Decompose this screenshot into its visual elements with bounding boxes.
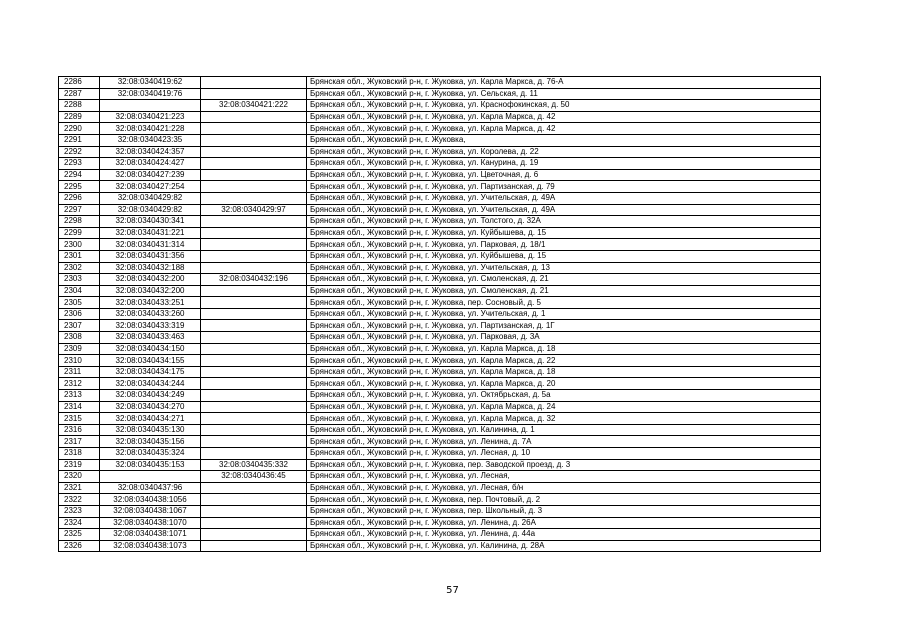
cadastral-number-cell: 32:08:0340424:357 xyxy=(100,146,201,158)
address-cell: Брянская обл., Жуковский р-н, г. Жуковка, ул. Карла Маркса, д. 42 xyxy=(307,111,821,123)
address-cell: Брянская обл., Жуковский р-н, г. Жуковка, ул. Карла Маркса, д. 18 xyxy=(307,366,821,378)
row-number-cell: 2288 xyxy=(59,100,100,112)
row-number-cell: 2292 xyxy=(59,146,100,158)
address-cell: Брянская обл., Жуковский р-н, г. Жуковка, ул. Партизанская, д. 1Г xyxy=(307,320,821,332)
row-number-cell: 2303 xyxy=(59,274,100,286)
related-cadastral-number-cell xyxy=(201,297,307,309)
related-cadastral-number-cell xyxy=(201,262,307,274)
related-cadastral-number-cell xyxy=(201,123,307,135)
page-number: 57 xyxy=(446,585,459,596)
related-cadastral-number-cell xyxy=(201,482,307,494)
table-row xyxy=(59,111,821,123)
table-row xyxy=(59,308,821,320)
address-cell: Брянская обл., Жуковский р-н, г. Жуковка, пер. Школьный, д. 3 xyxy=(307,505,821,517)
table-row xyxy=(59,239,821,251)
table-row xyxy=(59,134,821,146)
address-cell: Брянская обл., Жуковский р-н, г. Жуковка, ул. Канурина, д. 19 xyxy=(307,158,821,170)
row-number-cell: 2321 xyxy=(59,482,100,494)
related-cadastral-number-cell xyxy=(201,529,307,541)
table-row xyxy=(59,448,821,460)
cadastral-number-cell: 32:08:0340434:244 xyxy=(100,378,201,390)
row-number-cell: 2326 xyxy=(59,540,100,552)
table-body xyxy=(59,77,821,552)
related-cadastral-number-cell: 32:08:0340436:45 xyxy=(201,471,307,483)
data-table xyxy=(58,76,821,552)
row-number-cell: 2311 xyxy=(59,366,100,378)
row-number-cell: 2306 xyxy=(59,308,100,320)
row-number-cell: 2289 xyxy=(59,111,100,123)
row-number-cell: 2295 xyxy=(59,181,100,193)
cadastral-number-cell: 32:08:0340435:130 xyxy=(100,424,201,436)
row-number-cell: 2290 xyxy=(59,123,100,135)
table-row xyxy=(59,320,821,332)
row-number-cell: 2324 xyxy=(59,517,100,529)
table-row xyxy=(59,494,821,506)
row-number-cell: 2300 xyxy=(59,239,100,251)
cadastral-number-cell: 32:08:0340424:427 xyxy=(100,158,201,170)
address-cell: Брянская обл., Жуковский р-н, г. Жуковка, ул. Цветочная, д. 6 xyxy=(307,169,821,181)
related-cadastral-number-cell xyxy=(201,540,307,552)
related-cadastral-number-cell xyxy=(201,192,307,204)
row-number-cell: 2305 xyxy=(59,297,100,309)
related-cadastral-number-cell xyxy=(201,494,307,506)
address-cell: Брянская обл., Жуковский р-н, г. Жуковка, ул. Октябрьская, д. 5а xyxy=(307,390,821,402)
cadastral-number-cell: 32:08:0340429:82 xyxy=(100,204,201,216)
address-cell: Брянская обл., Жуковский р-н, г. Жуковка, ул. Карла Маркса, д. 18 xyxy=(307,343,821,355)
cadastral-number-cell: 32:08:0340432:200 xyxy=(100,285,201,297)
row-number-cell: 2291 xyxy=(59,134,100,146)
row-number-cell: 2320 xyxy=(59,471,100,483)
address-cell: Брянская обл., Жуковский р-н, г. Жуковка, ул. Лесная, xyxy=(307,471,821,483)
table-row xyxy=(59,297,821,309)
cadastral-number-cell: 32:08:0340432:188 xyxy=(100,262,201,274)
address-cell: Брянская обл., Жуковский р-н, г. Жуковка, ул. Карла Маркса, д. 76-А xyxy=(307,77,821,89)
related-cadastral-number-cell xyxy=(201,390,307,402)
cadastral-number-cell: 32:08:0340434:175 xyxy=(100,366,201,378)
related-cadastral-number-cell xyxy=(201,320,307,332)
table-row xyxy=(59,227,821,239)
related-cadastral-number-cell xyxy=(201,424,307,436)
related-cadastral-number-cell xyxy=(201,111,307,123)
row-number-cell: 2286 xyxy=(59,77,100,89)
address-cell: Брянская обл., Жуковский р-н, г. Жуковка, ул. Парковая, д. 3А xyxy=(307,332,821,344)
table-row xyxy=(59,250,821,262)
address-cell: Брянская обл., Жуковский р-н, г. Жуковка, ул. Карла Маркса, д. 24 xyxy=(307,401,821,413)
row-number-cell: 2318 xyxy=(59,448,100,460)
cadastral-number-cell: 32:08:0340434:150 xyxy=(100,343,201,355)
table-row xyxy=(59,401,821,413)
related-cadastral-number-cell xyxy=(201,169,307,181)
related-cadastral-number-cell xyxy=(201,77,307,89)
row-number-cell: 2322 xyxy=(59,494,100,506)
address-cell: Брянская обл., Жуковский р-н, г. Жуковка, ул. Куйбышева, д. 15 xyxy=(307,250,821,262)
address-cell: Брянская обл., Жуковский р-н, г. Жуковка, xyxy=(307,134,821,146)
related-cadastral-number-cell xyxy=(201,378,307,390)
row-number-cell: 2307 xyxy=(59,320,100,332)
related-cadastral-number-cell xyxy=(201,401,307,413)
related-cadastral-number-cell xyxy=(201,436,307,448)
address-cell: Брянская обл., Жуковский р-н, г. Жуковка, ул. Ленина, д. 44а xyxy=(307,529,821,541)
related-cadastral-number-cell xyxy=(201,285,307,297)
table-row xyxy=(59,285,821,297)
table-row xyxy=(59,343,821,355)
cadastral-number-cell: 32:08:0340434:155 xyxy=(100,355,201,367)
cadastral-number-cell: 32:08:0340429:82 xyxy=(100,192,201,204)
table-row xyxy=(59,390,821,402)
row-number-cell: 2298 xyxy=(59,216,100,228)
table-row xyxy=(59,169,821,181)
row-number-cell: 2315 xyxy=(59,413,100,425)
cadastral-number-cell: 32:08:0340434:271 xyxy=(100,413,201,425)
row-number-cell: 2312 xyxy=(59,378,100,390)
table-row xyxy=(59,378,821,390)
related-cadastral-number-cell xyxy=(201,158,307,170)
row-number-cell: 2294 xyxy=(59,169,100,181)
cadastral-number-cell: 32:08:0340438:1067 xyxy=(100,505,201,517)
related-cadastral-number-cell xyxy=(201,181,307,193)
cadastral-number-cell: 32:08:0340435:324 xyxy=(100,448,201,460)
row-number-cell: 2296 xyxy=(59,192,100,204)
table-row xyxy=(59,413,821,425)
table-row xyxy=(59,181,821,193)
address-cell: Брянская обл., Жуковский р-н, г. Жуковка, ул. Лесная, б/н xyxy=(307,482,821,494)
cadastral-number-cell: 32:08:0340432:200 xyxy=(100,274,201,286)
related-cadastral-number-cell xyxy=(201,146,307,158)
row-number-cell: 2308 xyxy=(59,332,100,344)
related-cadastral-number-cell xyxy=(201,250,307,262)
address-cell: Брянская обл., Жуковский р-н, г. Жуковка, ул. Партизанская, д. 79 xyxy=(307,181,821,193)
related-cadastral-number-cell xyxy=(201,88,307,100)
row-number-cell: 2317 xyxy=(59,436,100,448)
cadastral-number-cell: 32:08:0340427:239 xyxy=(100,169,201,181)
row-number-cell: 2323 xyxy=(59,505,100,517)
cadastral-number-cell: 32:08:0340433:319 xyxy=(100,320,201,332)
address-cell: Брянская обл., Жуковский р-н, г. Жуковка, пер. Заводской проезд, д. 3 xyxy=(307,459,821,471)
cadastral-number-cell: 32:08:0340437:96 xyxy=(100,482,201,494)
table-row xyxy=(59,100,821,112)
table-row xyxy=(59,424,821,436)
related-cadastral-number-cell xyxy=(201,239,307,251)
address-cell: Брянская обл., Жуковский р-н, г. Жуковка, ул. Смоленская, д. 21 xyxy=(307,274,821,286)
table-row xyxy=(59,123,821,135)
row-number-cell: 2301 xyxy=(59,250,100,262)
cadastral-number-cell: 32:08:0340438:1070 xyxy=(100,517,201,529)
table-row xyxy=(59,540,821,552)
related-cadastral-number-cell xyxy=(201,308,307,320)
related-cadastral-number-cell: 32:08:0340429:97 xyxy=(201,204,307,216)
cadastral-number-cell: 32:08:0340430:341 xyxy=(100,216,201,228)
table-row xyxy=(59,529,821,541)
address-cell: Брянская обл., Жуковский р-н, г. Жуковка, ул. Карла Маркса, д. 32 xyxy=(307,413,821,425)
table-row xyxy=(59,216,821,228)
related-cadastral-number-cell xyxy=(201,448,307,460)
address-cell: Брянская обл., Жуковский р-н, г. Жуковка, ул. Сельская, д. 11 xyxy=(307,88,821,100)
address-cell: Брянская обл., Жуковский р-н, г. Жуковка, ул. Ленина, д. 26А xyxy=(307,517,821,529)
related-cadastral-number-cell xyxy=(201,343,307,355)
related-cadastral-number-cell xyxy=(201,355,307,367)
related-cadastral-number-cell xyxy=(201,134,307,146)
row-number-cell: 2302 xyxy=(59,262,100,274)
related-cadastral-number-cell xyxy=(201,366,307,378)
table-row xyxy=(59,471,821,483)
address-cell: Брянская обл., Жуковский р-н, г. Жуковка, пер. Почтовый, д. 2 xyxy=(307,494,821,506)
cadastral-number-cell: 32:08:0340423:35 xyxy=(100,134,201,146)
cadastral-number-cell: 32:08:0340431:356 xyxy=(100,250,201,262)
row-number-cell: 2287 xyxy=(59,88,100,100)
table-row xyxy=(59,274,821,286)
address-cell: Брянская обл., Жуковский р-н, г. Жуковка, ул. Толстого, д. 32А xyxy=(307,216,821,228)
table-row xyxy=(59,517,821,529)
table-row xyxy=(59,332,821,344)
address-cell: Брянская обл., Жуковский р-н, г. Жуковка, ул. Калинина, д. 1 xyxy=(307,424,821,436)
row-number-cell: 2313 xyxy=(59,390,100,402)
table-row xyxy=(59,366,821,378)
row-number-cell: 2299 xyxy=(59,227,100,239)
related-cadastral-number-cell xyxy=(201,505,307,517)
address-cell: Брянская обл., Жуковский р-н, г. Жуковка, ул. Учительская, д. 1 xyxy=(307,308,821,320)
table-row xyxy=(59,436,821,448)
table-row xyxy=(59,158,821,170)
address-cell: Брянская обл., Жуковский р-н, г. Жуковка, ул. Парковая, д. 18/1 xyxy=(307,239,821,251)
cadastral-number-cell xyxy=(100,471,201,483)
cadastral-number-cell: 32:08:0340427:254 xyxy=(100,181,201,193)
address-cell: Брянская обл., Жуковский р-н, г. Жуковка, ул. Карла Маркса, д. 22 xyxy=(307,355,821,367)
address-cell: Брянская обл., Жуковский р-н, г. Жуковка, ул. Смоленская, д. 21 xyxy=(307,285,821,297)
cadastral-number-cell: 32:08:0340434:270 xyxy=(100,401,201,413)
related-cadastral-number-cell xyxy=(201,227,307,239)
address-cell: Брянская обл., Жуковский р-н, г. Жуковка, ул. Королева, д. 22 xyxy=(307,146,821,158)
row-number-cell: 2309 xyxy=(59,343,100,355)
address-cell: Брянская обл., Жуковский р-н, г. Жуковка, пер. Сосновый, д. 5 xyxy=(307,297,821,309)
address-cell: Брянская обл., Жуковский р-н, г. Жуковка, ул. Учительская, д. 49А xyxy=(307,204,821,216)
cadastral-number-cell: 32:08:0340434:249 xyxy=(100,390,201,402)
cadastral-number-cell xyxy=(100,100,201,112)
cadastral-number-cell: 32:08:0340419:62 xyxy=(100,77,201,89)
related-cadastral-number-cell: 32:08:0340432:196 xyxy=(201,274,307,286)
address-cell: Брянская обл., Жуковский р-н, г. Жуковка, ул. Лесная, д. 10 xyxy=(307,448,821,460)
cadastral-number-cell: 32:08:0340421:228 xyxy=(100,123,201,135)
table-row xyxy=(59,262,821,274)
related-cadastral-number-cell xyxy=(201,413,307,425)
related-cadastral-number-cell xyxy=(201,216,307,228)
table-row xyxy=(59,146,821,158)
cadastral-number-cell: 32:08:0340431:221 xyxy=(100,227,201,239)
row-number-cell: 2319 xyxy=(59,459,100,471)
table-row xyxy=(59,77,821,89)
table-row xyxy=(59,192,821,204)
table-row xyxy=(59,459,821,471)
address-cell: Брянская обл., Жуковский р-н, г. Жуковка, ул. Учительская, д. 13 xyxy=(307,262,821,274)
cadastral-number-cell: 32:08:0340435:153 xyxy=(100,459,201,471)
row-number-cell: 2310 xyxy=(59,355,100,367)
address-cell: Брянская обл., Жуковский р-н, г. Жуковка, ул. Ленина, д. 7А xyxy=(307,436,821,448)
address-cell: Брянская обл., Жуковский р-н, г. Жуковка, ул. Карла Маркса, д. 20 xyxy=(307,378,821,390)
row-number-cell: 2316 xyxy=(59,424,100,436)
cadastral-number-cell: 32:08:0340433:251 xyxy=(100,297,201,309)
cadastral-number-cell: 32:08:0340438:1056 xyxy=(100,494,201,506)
cadastral-number-cell: 32:08:0340438:1071 xyxy=(100,529,201,541)
table-row xyxy=(59,482,821,494)
row-number-cell: 2314 xyxy=(59,401,100,413)
table-row xyxy=(59,505,821,517)
row-number-cell: 2293 xyxy=(59,158,100,170)
address-cell: Брянская обл., Жуковский р-н, г. Жуковка, ул. Карла Маркса, д. 42 xyxy=(307,123,821,135)
table-row xyxy=(59,204,821,216)
address-cell: Брянская обл., Жуковский р-н, г. Жуковка, ул. Учительская, д. 49А xyxy=(307,192,821,204)
cadastral-number-cell: 32:08:0340438:1073 xyxy=(100,540,201,552)
address-cell: Брянская обл., Жуковский р-н, г. Жуковка, ул. Краснофокинская, д. 50 xyxy=(307,100,821,112)
cadastral-number-cell: 32:08:0340419:76 xyxy=(100,88,201,100)
cadastral-number-cell: 32:08:0340435:156 xyxy=(100,436,201,448)
cadastral-number-cell: 32:08:0340433:260 xyxy=(100,308,201,320)
cadastral-number-cell: 32:08:0340433:463 xyxy=(100,332,201,344)
cadastral-number-cell: 32:08:0340421:223 xyxy=(100,111,201,123)
address-cell: Брянская обл., Жуковский р-н, г. Жуковка, ул. Куйбышева, д. 15 xyxy=(307,227,821,239)
related-cadastral-number-cell xyxy=(201,332,307,344)
table-row xyxy=(59,88,821,100)
row-number-cell: 2325 xyxy=(59,529,100,541)
row-number-cell: 2304 xyxy=(59,285,100,297)
table-row xyxy=(59,355,821,367)
row-number-cell: 2297 xyxy=(59,204,100,216)
related-cadastral-number-cell: 32:08:0340421:222 xyxy=(201,100,307,112)
address-cell: Брянская обл., Жуковский р-н, г. Жуковка, ул. Калинина, д. 28А xyxy=(307,540,821,552)
cadastral-number-cell: 32:08:0340431:314 xyxy=(100,239,201,251)
related-cadastral-number-cell: 32:08:0340435:332 xyxy=(201,459,307,471)
related-cadastral-number-cell xyxy=(201,517,307,529)
